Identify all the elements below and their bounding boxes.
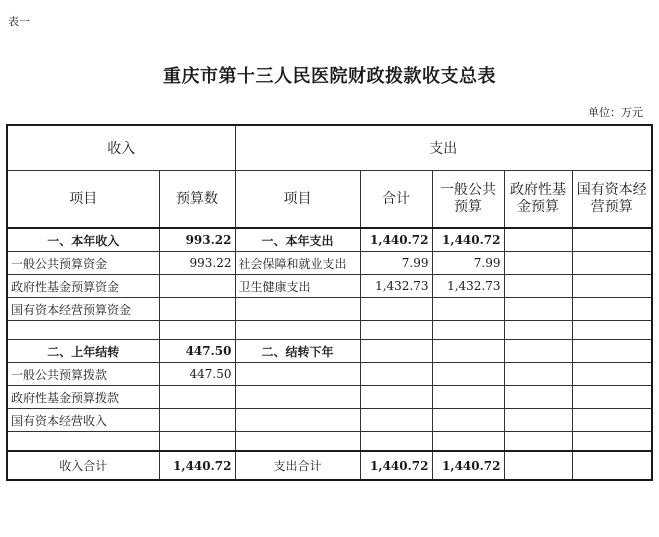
- expense-fund: [504, 363, 572, 386]
- col-header-general: 一般公共预算: [432, 171, 504, 229]
- income-item: 一般公共预算资金: [7, 252, 159, 275]
- expense-state: [572, 228, 652, 252]
- expense-section-header: 支出: [235, 125, 652, 171]
- table-row: [7, 340, 652, 363]
- col-header-fund: 政府性基金预算: [504, 171, 572, 229]
- expense-fund: [504, 432, 572, 452]
- expense-fund: [504, 228, 572, 252]
- expense-general: [432, 432, 504, 452]
- table-row: [7, 228, 652, 252]
- income-amount: [159, 275, 235, 298]
- expense-fund: [504, 386, 572, 409]
- income-amount: 447.50: [159, 340, 235, 363]
- income-amount: [159, 386, 235, 409]
- expense-general: 1,440.72: [432, 228, 504, 252]
- expense-item: 卫生健康支出: [235, 275, 360, 298]
- expense-state: [572, 321, 652, 340]
- income-amount: 447.50: [159, 363, 235, 386]
- expense-total: [360, 363, 432, 386]
- unit-label: 单位：万元: [588, 106, 643, 119]
- expense-fund: [504, 321, 572, 340]
- table-row: [7, 386, 652, 409]
- expense-fund: [504, 275, 572, 298]
- table-row: [7, 275, 652, 298]
- budget-summary-table: [6, 124, 653, 481]
- expense-general: [432, 363, 504, 386]
- income-total-amount: 1,440.72: [159, 451, 235, 480]
- table-row: [7, 409, 652, 432]
- expense-total: [360, 298, 432, 321]
- col-header-total: 合计: [360, 171, 432, 229]
- expense-item: [235, 432, 360, 452]
- col-header-budget: 预算数: [159, 171, 235, 229]
- expense-fund: [504, 451, 572, 480]
- expense-item: 二、结转下年: [235, 340, 360, 363]
- income-section-header: 收入: [7, 125, 235, 171]
- income-amount: [159, 409, 235, 432]
- table-row: [7, 321, 652, 340]
- expense-item: [235, 321, 360, 340]
- expense-total: [360, 340, 432, 363]
- income-amount: [159, 432, 235, 452]
- expense-total: 1,440.72: [360, 228, 432, 252]
- expense-item: [235, 409, 360, 432]
- expense-state: [572, 298, 652, 321]
- expense-state: [572, 363, 652, 386]
- income-item: 国有资本经营收入: [7, 409, 159, 432]
- expense-item: [235, 363, 360, 386]
- income-item: 一、本年收入: [7, 228, 159, 252]
- income-item: 国有资本经营预算资金: [7, 298, 159, 321]
- expense-state: [572, 340, 652, 363]
- expense-state: [572, 386, 652, 409]
- income-total-label: 收入合计: [7, 451, 159, 480]
- expense-general: [432, 321, 504, 340]
- expense-total: 1,440.72: [360, 451, 432, 480]
- expense-general: [432, 340, 504, 363]
- expense-total: [360, 409, 432, 432]
- table-row: [7, 252, 652, 275]
- table-row: [7, 432, 652, 452]
- expense-general: 7.99: [432, 252, 504, 275]
- table-row: [7, 451, 652, 480]
- income-amount: 993.22: [159, 228, 235, 252]
- income-amount: [159, 321, 235, 340]
- expense-state: [572, 451, 652, 480]
- expense-state: [572, 409, 652, 432]
- table-row: [7, 298, 652, 321]
- expense-state: [572, 275, 652, 298]
- expense-general: 1,440.72: [432, 451, 504, 480]
- expense-state: [572, 252, 652, 275]
- income-item: 政府性基金预算拨款: [7, 386, 159, 409]
- col-header-state: 国有资本经营预算: [572, 171, 652, 229]
- col-header-expense-item: 项目: [235, 171, 360, 229]
- expense-total: 7.99: [360, 252, 432, 275]
- expense-general: [432, 409, 504, 432]
- table-tag: 表一: [8, 15, 30, 28]
- expense-general: [432, 298, 504, 321]
- expense-total: 1,432.73: [360, 275, 432, 298]
- expense-total: [360, 321, 432, 340]
- income-amount: 993.22: [159, 252, 235, 275]
- expense-item: 社会保障和就业支出: [235, 252, 360, 275]
- income-item: 一般公共预算拨款: [7, 363, 159, 386]
- col-header-income-item: 项目: [7, 171, 159, 229]
- expense-item: 一、本年支出: [235, 228, 360, 252]
- expense-item: [235, 298, 360, 321]
- income-item: [7, 432, 159, 452]
- expense-total-label: 支出合计: [235, 451, 360, 480]
- expense-state: [572, 432, 652, 452]
- expense-fund: [504, 409, 572, 432]
- expense-fund: [504, 340, 572, 363]
- expense-general: 1,432.73: [432, 275, 504, 298]
- expense-general: [432, 386, 504, 409]
- page-title: 重庆市第十三人民医院财政拨款收支总表: [163, 66, 496, 87]
- expense-total: [360, 432, 432, 452]
- income-item: 二、上年结转: [7, 340, 159, 363]
- expense-total: [360, 386, 432, 409]
- income-item: 政府性基金预算资金: [7, 275, 159, 298]
- expense-item: [235, 386, 360, 409]
- income-amount: [159, 298, 235, 321]
- table-row: [7, 363, 652, 386]
- income-item: [7, 321, 159, 340]
- expense-fund: [504, 252, 572, 275]
- expense-fund: [504, 298, 572, 321]
